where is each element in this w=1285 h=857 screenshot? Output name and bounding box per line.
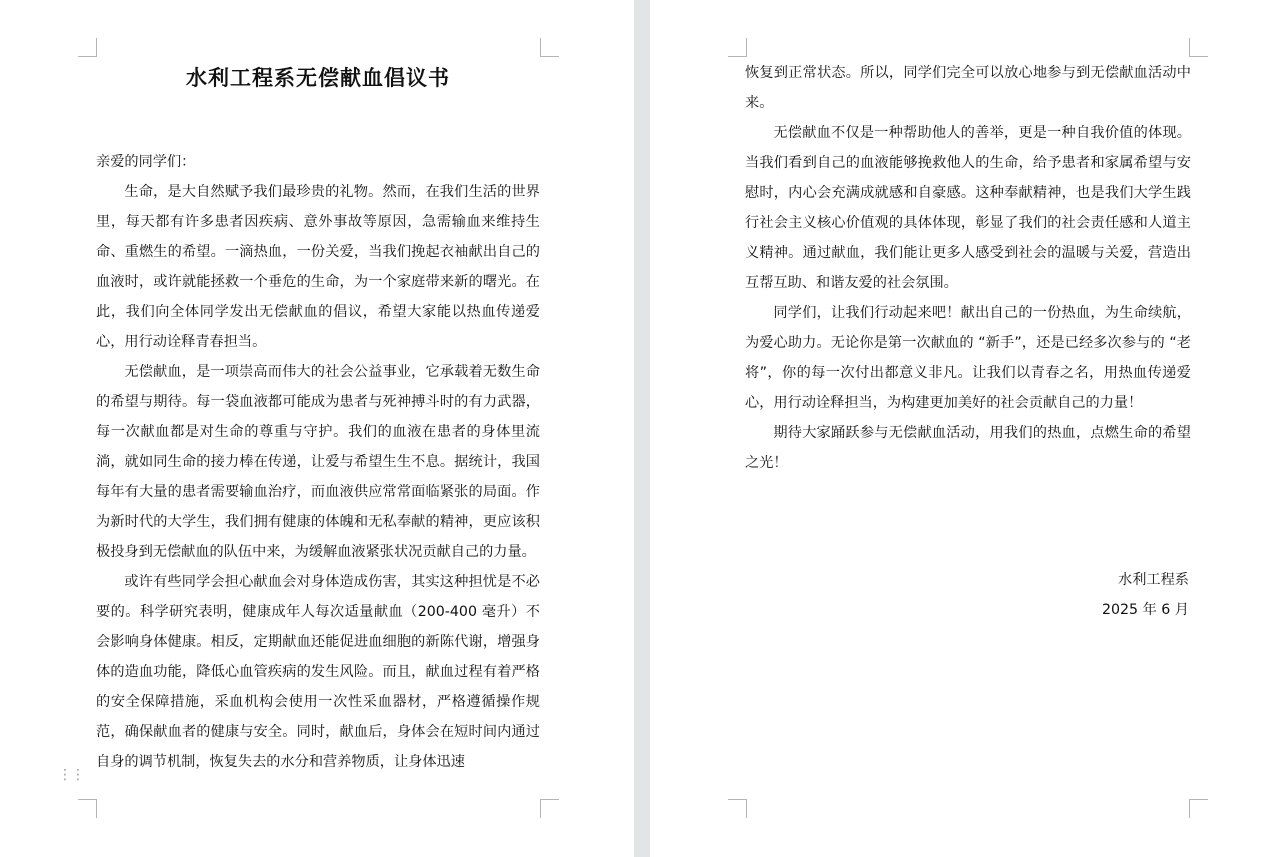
margin-mark-bottom-right (540, 799, 559, 818)
margin-mark-bottom-right (1189, 799, 1208, 818)
signature-org: 水利工程系 (1118, 572, 1189, 588)
paragraph-2: 无偿献血，是一项崇高而伟大的社会公益事业，它承载着无数生命的希望与期待。每一袋血液都可能成为患者与死神搏斗时的有力武器，每一次献血都是对生命的尊重与守护。我们的血液在患者的身体里流淌，就如同生命的接力棒在传递，让爱与希望生生不息。据统计，我国每年有大量的患者需要输血治疗，而血液供应常常面临紧张的局面。作为新时代的大学生，我们拥有健康的体魄和无私奉献的精神，更应该积极投身到无偿献血的队伍中来，为缓解血液紧张状况贡献自己的力量。 (96, 364, 540, 560)
document-page-2[interactable] (650, 0, 1285, 857)
margin-mark-top-left (728, 38, 747, 57)
page-gutter (634, 0, 650, 857)
margin-mark-top-left (78, 38, 97, 57)
signature-date: 2025 年 6 月 (1101, 602, 1189, 618)
margin-mark-bottom-left (78, 799, 97, 818)
margin-mark-bottom-left (728, 799, 747, 818)
document-page-1[interactable] (0, 0, 634, 857)
paragraph-1: 生命，是大自然赋予我们最珍贵的礼物。然而，在我们生活的世界里，每天都有许多患者因疾病、意外事故等原因，急需输血来维持生命、重燃生的希望。一滴热血，一份关爱，当我们挽起衣袖献出自己的血液时，或许就能拯救一个垂危的生命，为一个家庭带来新的曙光。在此，我们向全体同学发出无偿献血的倡议，希望大家能以热血传递爱心，用行动诠释青春担当。 (96, 184, 540, 350)
page-1-text-area[interactable] (96, 58, 540, 777)
paragraph-3: 或许有些同学会担心献血会对身体造成伤害，其实这种担忧是不必要的。科学研究表明，健康成年人每次适量献血（200-400 毫升）不会影响身体健康。相反，定期献血还能促进血细胞的新陈代谢，增强身体的造血功能，降低心血管疾病的发生风险。而且，献血过程有着严格的安全保障措施，采血机构会使用一次性采血器材，严格遵循操作规范，确保献血者的健康与安全。同时，献血后，身体会在短时间内通过自身的调节机制，恢复失去的水分和营养物质，让身体迅速 (96, 574, 540, 770)
paragraph-5: 同学们，让我们行动起来吧！献出自己的一份热血，为生命续航，为爱心助力。无论你是第一次献血的 “新手”，还是已经多次参与的 “老将”，你的每一次付出都意义非凡。让我们以青春之名，用热血传递爱心，用行动诠释担当，为构建更加美好的社会贡献自己的力量！ (745, 305, 1191, 411)
document-title: 水利工程系无偿献血倡议书 (186, 65, 450, 90)
paragraph-4: 无偿献血不仅是一种帮助他人的善举，更是一种自我价值的体现。当我们看到自己的血液能够挽救他人的生命，给予患者和家属希望与安慰时，内心会充满成就感和自豪感。这种奉献精神，也是我们大学生践行社会主义核心价值观的具体体现，彰显了我们的社会责任感和人道主义精神。通过献血，我们能让更多人感受到社会的温暖与关爱，营造出互帮互助、和谐友爱的社会氛围。 (745, 125, 1191, 291)
margin-mark-top-right (540, 38, 559, 57)
page-2-text-area[interactable] (745, 58, 1191, 478)
paragraph-6: 期待大家踊跃参与无偿献血活动，用我们的热血，点燃生命的希望之光！ (745, 425, 1191, 471)
drag-handle-icon[interactable]: ⋮⋮ (58, 767, 84, 783)
greeting: 亲爱的同学们： (96, 154, 196, 170)
paragraph-3-continuation: 恢复到正常状态。所以，同学们完全可以放心地参与到无偿献血活动中来。 (745, 65, 1191, 111)
margin-mark-top-right (1189, 38, 1208, 57)
